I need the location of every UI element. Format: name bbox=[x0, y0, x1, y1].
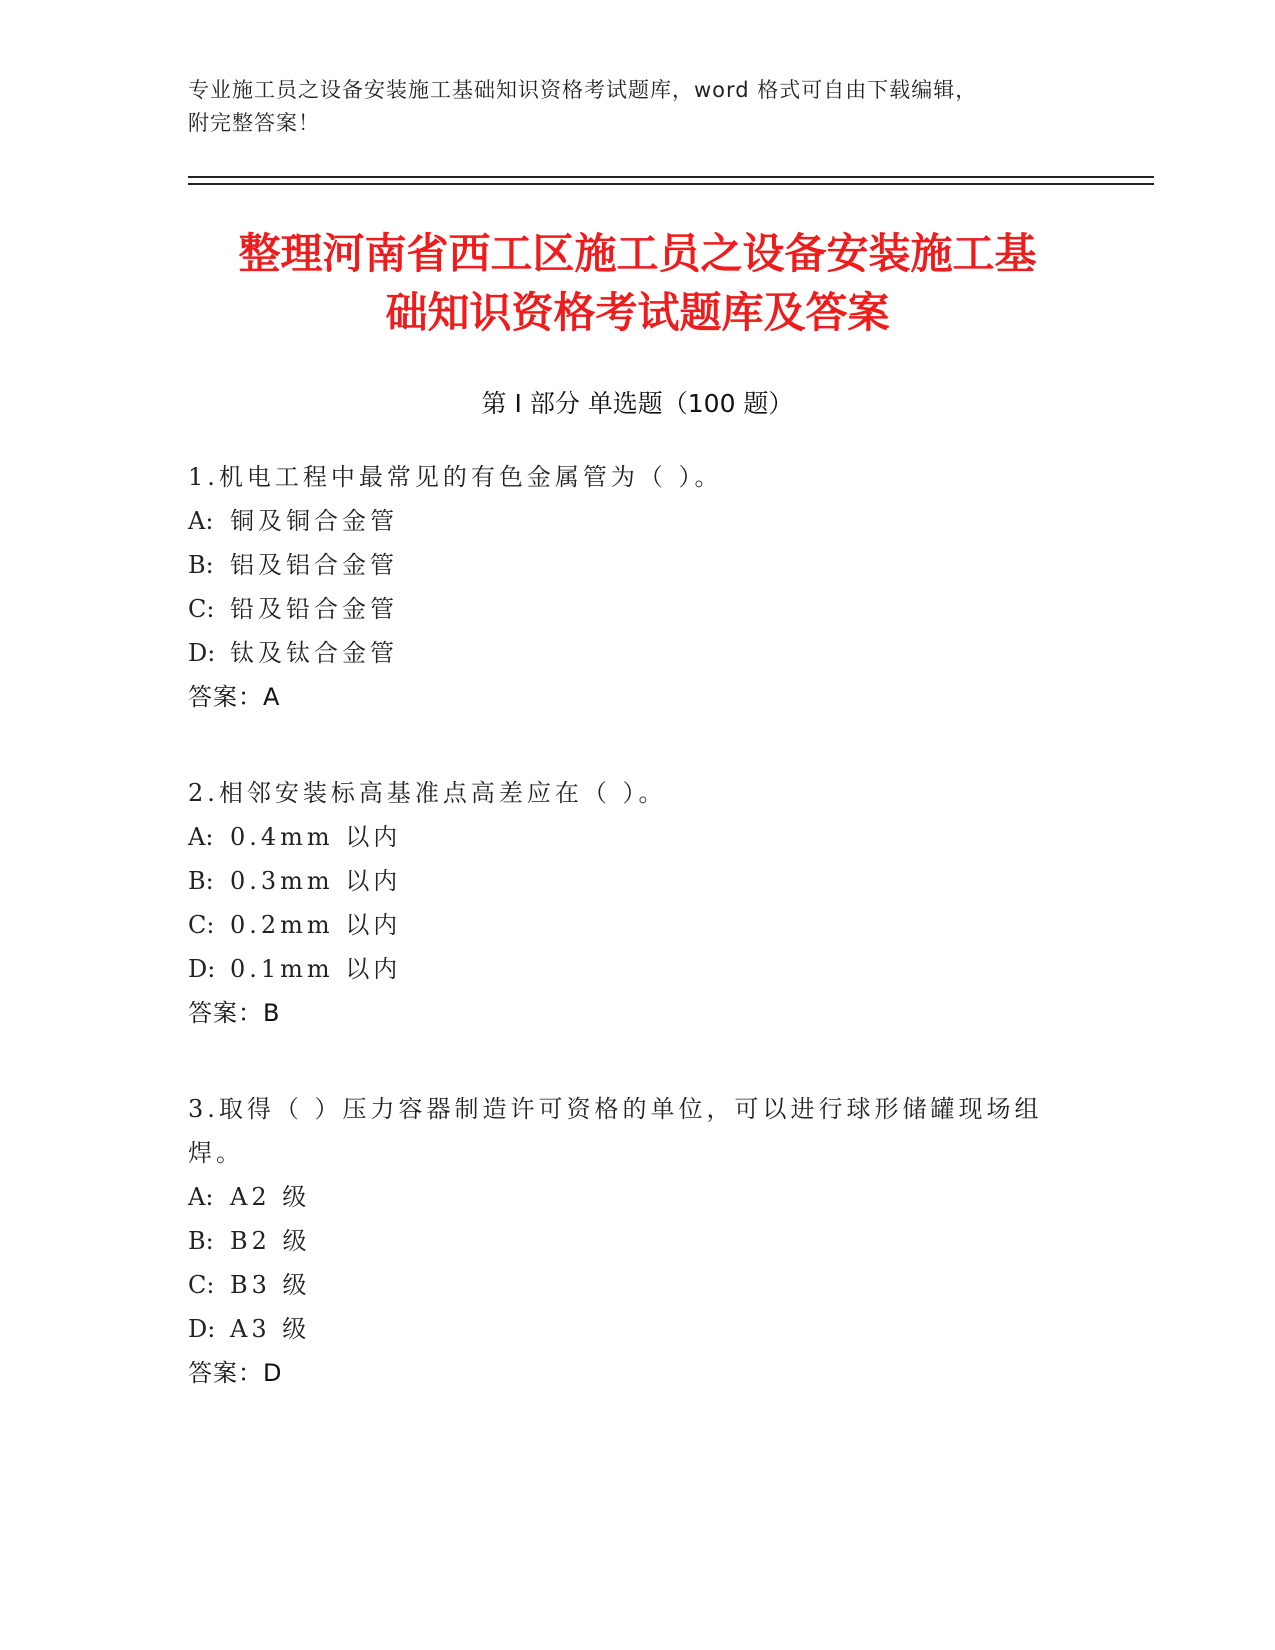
option-text: 0.1mm 以内 bbox=[230, 955, 402, 983]
question-1-option-a bbox=[188, 504, 1088, 538]
header-note-line-1: 专业施工员之设备安装施工基础知识资格考试题库，word 格式可自由下载编辑， bbox=[188, 78, 978, 102]
header-note bbox=[188, 74, 1088, 140]
document-title bbox=[160, 224, 1115, 342]
question-2-option-b bbox=[188, 864, 1088, 898]
option-text: 铅及铅合金管 bbox=[230, 595, 398, 623]
question-3-option-d bbox=[188, 1312, 1088, 1346]
option-key: C: bbox=[188, 1271, 215, 1299]
header-note-line-2: 附完整答案！ bbox=[188, 111, 320, 135]
question-2-stem: 2.相邻安装标高基准点高差应在（ ）。 bbox=[188, 779, 667, 807]
option-key: C: bbox=[188, 595, 215, 623]
option-text: 0.3mm 以内 bbox=[230, 867, 402, 895]
header-divider-bottom bbox=[188, 183, 1154, 185]
question-1-option-c bbox=[188, 592, 1088, 626]
question-3-option-a bbox=[188, 1180, 1088, 1214]
option-key: A: bbox=[188, 507, 214, 535]
option-text: 铝及铝合金管 bbox=[230, 551, 398, 579]
document-title-line-2: 础知识资格考试题库及答案 bbox=[385, 288, 890, 337]
question-2-answer: 答案：B bbox=[188, 999, 281, 1027]
option-key: A: bbox=[188, 823, 214, 851]
option-text: A2 级 bbox=[230, 1183, 311, 1211]
option-key: A: bbox=[188, 1183, 214, 1211]
option-key: D: bbox=[188, 1315, 216, 1343]
option-key: B: bbox=[188, 867, 214, 895]
question-2-option-a bbox=[188, 820, 1088, 854]
option-text: B3 级 bbox=[230, 1271, 311, 1299]
option-key: B: bbox=[188, 1227, 214, 1255]
question-3-stem-line-1: 3.取得（ ）压力容器制造许可资格的单位，可以进行球形储罐现场组 bbox=[188, 1095, 1043, 1123]
option-text: 铜及铜合金管 bbox=[230, 507, 398, 535]
question-3-option-c bbox=[188, 1268, 1088, 1302]
question-1-stem: 1.机电工程中最常见的有色金属管为（ ）。 bbox=[188, 463, 723, 491]
option-key: D: bbox=[188, 955, 216, 983]
option-key: B: bbox=[188, 551, 214, 579]
option-text: B2 级 bbox=[230, 1227, 311, 1255]
document-title-line-1: 整理河南省西工区施工员之设备安装施工基 bbox=[238, 229, 1037, 278]
question-1-option-d bbox=[188, 636, 1088, 670]
option-text: A3 级 bbox=[230, 1315, 311, 1343]
header-divider-top bbox=[188, 176, 1154, 178]
question-2-option-d bbox=[188, 952, 1088, 986]
question-3-stem-line-2: 焊。 bbox=[188, 1139, 244, 1167]
option-text: 0.2mm 以内 bbox=[230, 911, 402, 939]
option-key: C: bbox=[188, 911, 215, 939]
option-key: D: bbox=[188, 639, 216, 667]
option-text: 0.4mm 以内 bbox=[230, 823, 402, 851]
option-text: 钛及钛合金管 bbox=[230, 639, 398, 667]
question-3-option-b bbox=[188, 1224, 1088, 1258]
section-heading: 第 I 部分 单选题（100 题） bbox=[481, 389, 794, 418]
question-1-option-b bbox=[188, 548, 1088, 582]
question-2-option-c bbox=[188, 908, 1088, 942]
question-3-answer: 答案：D bbox=[188, 1359, 283, 1387]
question-1-answer: 答案：A bbox=[188, 683, 281, 711]
